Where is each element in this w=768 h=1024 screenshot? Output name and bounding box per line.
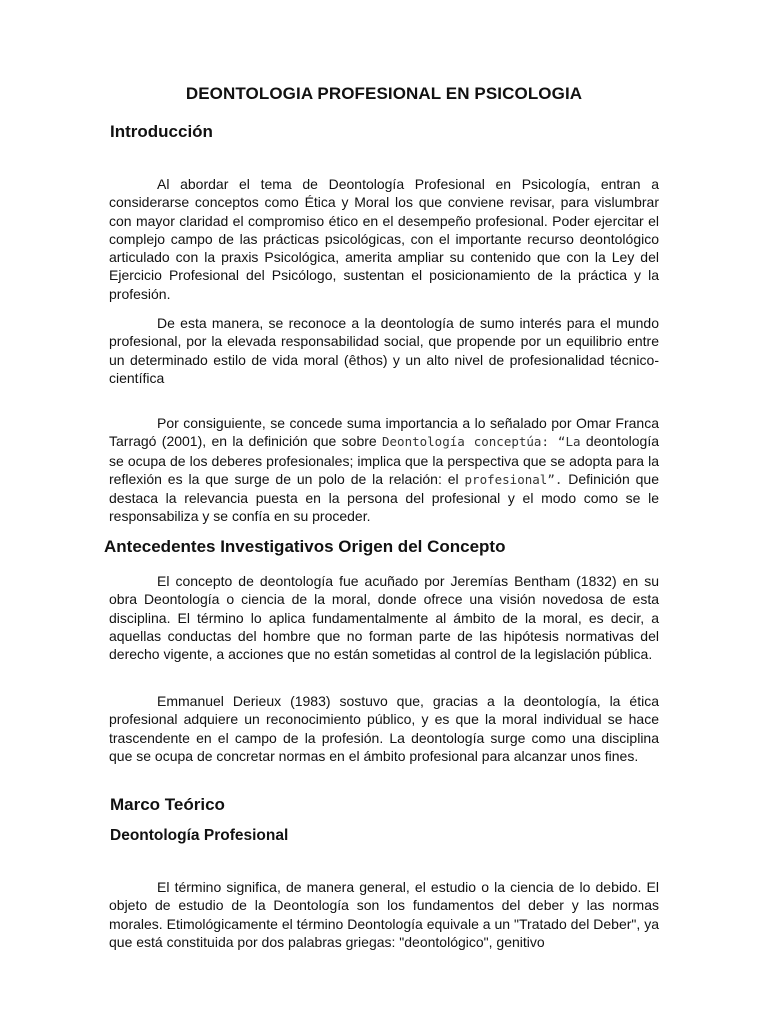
intro-paragraph-3-quote-end: profesional”. xyxy=(464,471,563,487)
intro-paragraph-3 xyxy=(109,414,659,526)
intro-paragraph-2: De esta manera, se reconoce a la deontología de sumo interés para el mundo profesional, por la elevada responsabilidad social, que propende por un equilibrio entre un determinado estilo de vida moral (êthos) y un alto nivel de profesionalidad técnico- científica xyxy=(109,315,659,386)
intro-paragraph-3-text-a: Por consiguiente, se concede suma importancia a lo señalado por Omar Franca Tarragó (2001), en la definición que sobre xyxy=(109,415,659,450)
intro-heading: Introducción xyxy=(110,122,213,141)
intro-paragraph-3-text-b: deontología se ocupa de los deberes profesionales; implica que la perspectiva que se adopta para la reflexión es la que surge de un polo de la relación: el xyxy=(109,433,660,487)
document-title: DEONTOLOGIA PROFESIONAL EN PSICOLOGIA xyxy=(185,84,583,103)
antecedentes-heading: Antecedentes Investigativos Origen del Concepto xyxy=(104,537,506,556)
deontologia-paragraph-1: El término significa, de manera general, el estudio o la ciencia de lo debido. El objeto de estudio de la Deontología son los fundamentos del deber y las normas morales. Etimológicamente el término Deontología equivale a un "Tratado del Deber", ya que está constituida por dos palabras griegas: "deontológico", genitivo xyxy=(109,879,659,950)
intro-paragraph-3-text-c: Definición que destaca la relevancia puesta en la persona del profesional y el modo como se le responsabiliza y se confía en su proceder. xyxy=(109,470,659,525)
antecedentes-paragraph-2: Emmanuel Derieux (1983) sostuvo que, gracias a la deontología, la ética profesional adquiere un reconocimiento público, y es que la moral individual se hace trascendente en el campo de la profesión. La deontología surge como una disciplina que se ocupa de concretar normas en el ámbito profesional para alcanzar unos fines. xyxy=(109,693,659,764)
intro-paragraph-3-quote-start: Deontología conceptúa: “La xyxy=(382,434,581,450)
marco-teorico-heading: Marco Teórico xyxy=(110,795,225,814)
deontologia-profesional-heading: Deontología Profesional xyxy=(110,827,289,844)
intro-paragraph-1: Al abordar el tema de Deontología Profesional en Psicología, entran a considerarse conceptos como Ética y Moral los que conviene revisar, para vislumbrar con mayor claridad el compromiso ético en el desempeño profesional. Poder ejercitar el complejo campo de las prácticas psicológicas, con el importante recurso deontológico articulado con la praxis Psicológica, amerita ampliar su contenido que con la Ley del Ejercicio Profesional del Psicólogo, sustentan el posicionamiento de la práctica y la profesión. xyxy=(109,176,659,302)
antecedentes-paragraph-1: El concepto de deontología fue acuñado por Jeremías Bentham (1832) en su obra Deontología o ciencia de la moral, donde ofrece una visión novedosa de esta disciplina. El término lo aplica fundamentalmente al ámbito de la moral, es decir, a aquellas conductas del hombre que no forman parte de las hipótesis normativas del derecho vigente, a acciones que no están sometidas al control de la legislación pública. xyxy=(109,573,659,663)
